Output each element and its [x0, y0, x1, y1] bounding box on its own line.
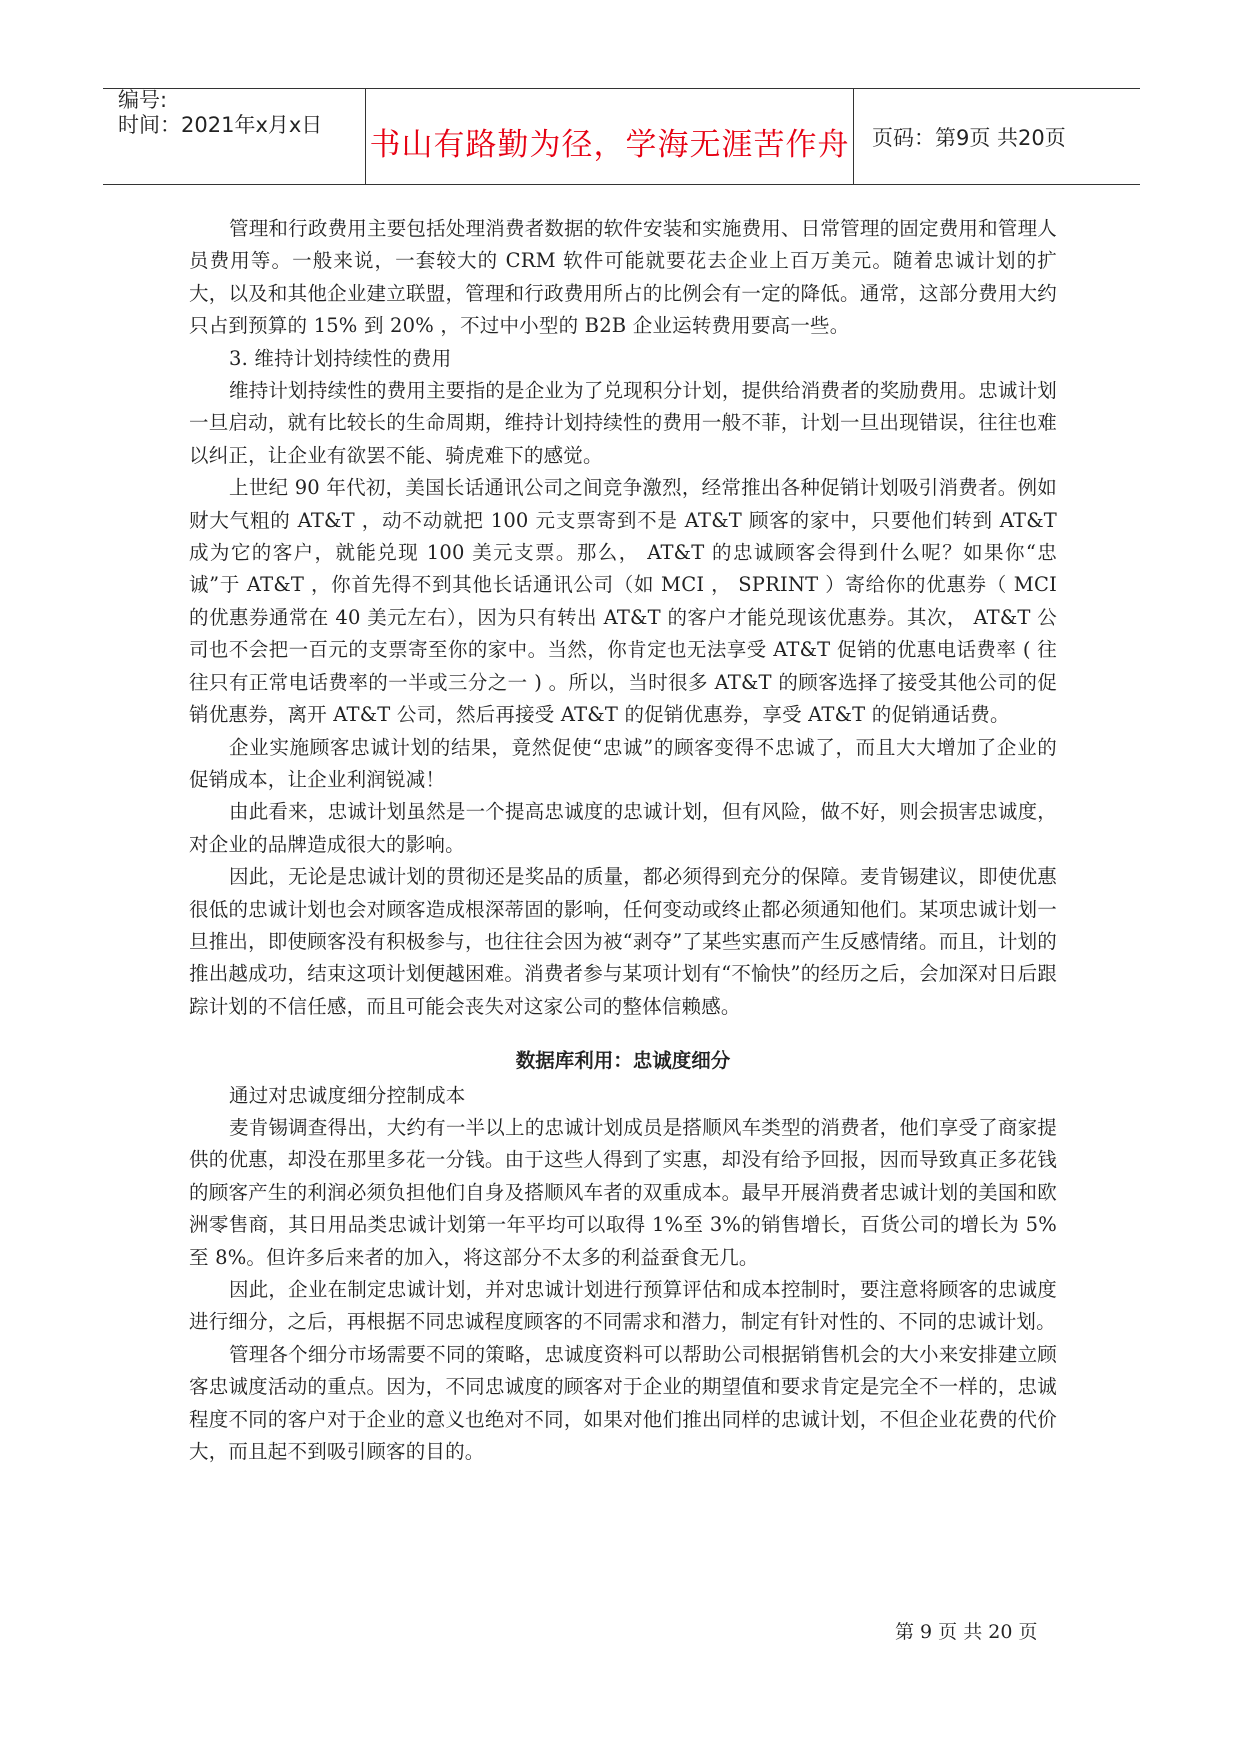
- document-body: [189, 213, 1057, 1468]
- header-page-cell: [854, 89, 1140, 184]
- page-header: [103, 88, 1140, 185]
- body-paragraph: 麦肯锡调查得出，大约有一半以上的忠诚计划成员是搭顺风车类型的消费者，他们享受了商家提供的优惠，却没在那里多花一分钱。由于这些人得到了实惠，却没有给予回报，因而导致真正多花钱的顾客产生的利润必须负担他们自身及搭顺风车者的双重成本。最早开展消费者忠诚计划的美国和欧洲零售商，其日用品类忠诚计划第一年平均可以取得 1%至 3%的销售增长，百货公司的增长为 5%至 8%。但许多后来者的加入，将这部分不太多的利益蚕食无几。: [189, 1115, 1057, 1269]
- subsection-title: 3. 维持计划持续性的费用: [229, 346, 452, 370]
- header-page-info: 页码：第9页 共20页: [872, 126, 1066, 150]
- header-info-cell: [103, 89, 366, 184]
- document-time-label: 时间：2021年x月x日: [118, 113, 323, 137]
- body-paragraph: 管理各个细分市场需要不同的策略，忠诚度资料可以帮助公司根据销售机会的大小来安排建立顾客忠诚度活动的重点。因为，不同忠诚度的顾客对于企业的期望值和要求肯定是完全不一样的，忠诚程度不同的客户对于企业的意义也绝对不同，如果对他们推出同样的忠诚计划，不但企业花费的代价大，而且起不到吸引顾客的目的。: [189, 1342, 1057, 1464]
- body-paragraph: 维持计划持续性的费用主要指的是企业为了兑现积分计划，提供给消费者的奖励费用。忠诚计划一旦启动，就有比较长的生命周期，维持计划持续性的费用一般不菲，计划一旦出现错误，往往也难以纠正，让企业有欲罢不能、骑虎难下的感觉。: [189, 379, 1057, 467]
- page-footer: 第 9 页 共 20 页: [895, 1621, 1038, 1643]
- body-paragraph: 因此，无论是忠诚计划的贯彻还是奖品的质量，都必须得到充分的保障。麦肯锡建议，即使优惠很低的忠诚计划也会对顾客造成根深蒂固的影响，任何变动或终止都必须通知他们。某项忠诚计划一旦推出，即使顾客没有积极参与，也往往会因为被“剥夺”了某些实惠而产生反感情绪。而且，计划的推出越成功，结束这项计划便越困难。消费者参与某项计划有“不愉快”的经历之后，会加深对日后跟踪计划的不信任感，而且可能会丧失对这家公司的整体信赖感。: [189, 865, 1057, 1018]
- body-paragraph: 管理和行政费用主要包括处理消费者数据的软件安装和实施费用、日常管理的固定费用和管理人员费用等。一般来说，一套较大的 CRM 软件可能就要花去企业上百万美元。随着忠诚计划的扩大，以及和其他企业建立联盟，管理和行政费用所占的比例会有一定的降低。通常，这部分费用大约只占到预算的 15% 到 20% ，不过中小型的 B2B 企业运转费用要高一些。: [189, 217, 1057, 338]
- subsection-title: 通过对忠诚度细分控制成本: [229, 1083, 466, 1107]
- body-paragraph: 因此，企业在制定忠诚计划，并对忠诚计划进行预算评估和成本控制时，要注意将顾客的忠诚度进行细分，之后，再根据不同忠诚程度顾客的不同需求和潜力，制定有针对性的、不同的忠诚计划。: [189, 1278, 1057, 1334]
- section-heading: 数据库利用：忠诚度细分: [515, 1049, 731, 1073]
- motto-text: 书山有路勤为径，学海无涯苦作舟: [369, 127, 850, 163]
- document-number-label: 编号:: [118, 88, 168, 112]
- body-paragraph: 上世纪 90 年代初，美国长话通讯公司之间竞争激烈，经常推出各种促销计划吸引消费者。例如财大气粗的 AT&T ，动不动就把 100 元支票寄到不是 AT&T 顾客的家中，只要他们转到 AT&T 成为它的客户，就能兑现 100 美元支票。那么， AT&T 的忠诚顾客会得到什么呢？如果你“忠诚”于 AT&T ，你首先得不到其他长话通讯公司（如 MCI ， SPRINT ）寄给你的优惠券（ MCI 的优惠券通常在 40 美元左右），因为只有转出 AT&T 的客户才能兑现该优惠券。其次， AT&T 公司也不会把一百元的支票寄至你的家中。当然，你肯定也无法享受 AT&T 促销的优惠电话费率 ( 往往只有正常电话费率的一半或三分之一 ) 。所以，当时很多 AT&T 的顾客选择了接受其他公司的促销优惠券，离开 AT&T 公司，然后再接受 AT&T 的促销优惠券，享受 AT&T 的促销通话费。: [189, 476, 1057, 727]
- body-paragraph: 企业实施顾客忠诚计划的结果，竟然促使“忠诚”的顾客变得不忠诚了，而且大大增加了企业的促销成本，让企业利润锐减！: [189, 735, 1057, 791]
- header-motto-cell: [366, 89, 854, 184]
- body-paragraph: 由此看来，忠诚计划虽然是一个提高忠诚度的忠诚计划，但有风险，做不好，则会损害忠诚度，对企业的品牌造成很大的影响。: [189, 800, 1057, 856]
